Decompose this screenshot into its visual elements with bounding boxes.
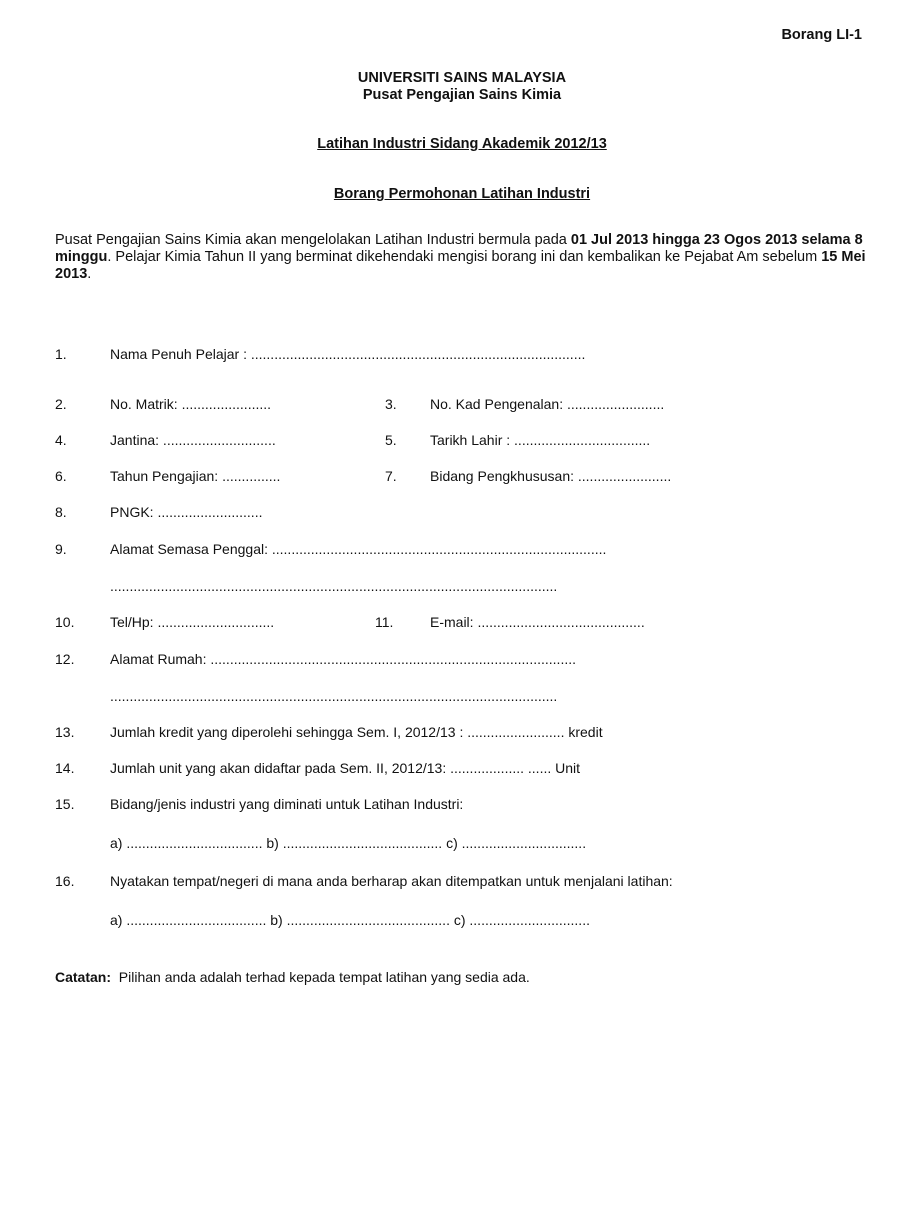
note: [55, 969, 530, 985]
field-number-8: 8.: [55, 504, 67, 520]
field-number-3: 3.: [385, 396, 397, 412]
email-field[interactable]: E-mail: ...........................................: [430, 614, 645, 630]
intro-deadline: 15 Mei 2013: [55, 249, 866, 282]
form-title: Borang Permohonan Latihan Industri: [333, 186, 591, 202]
credits-earned-field[interactable]: Jumlah kredit yang diperolehi sehingga Sem. I, 2012/13 : ......................... kredit: [110, 724, 603, 740]
field-number-5: 5.: [385, 432, 397, 448]
note-label: Catatan:: [55, 969, 112, 985]
field-number-9: 9.: [55, 541, 67, 557]
field-number-1: 1.: [55, 346, 67, 362]
session-title: Latihan Industri Sidang Akademik 2012/13: [317, 136, 607, 152]
gender-field[interactable]: Jantina: .............................: [110, 432, 276, 448]
home-address-field[interactable]: Alamat Rumah: ..............................................................................................: [110, 651, 576, 667]
field-number-15: 15.: [55, 796, 75, 812]
university-name: UNIVERSITI SAINS MALAYSIA: [357, 70, 567, 86]
field-number-6: 6.: [55, 468, 67, 484]
study-year-field[interactable]: Tahun Pengajian: ...............: [110, 468, 281, 484]
field-number-14: 14.: [55, 760, 75, 776]
location-preference-label: Nyatakan tempat/negeri di mana anda berharap akan ditempatkan untuk menjalani latihan:: [110, 873, 673, 889]
field-number-16: 16.: [55, 873, 75, 889]
matric-number-field[interactable]: No. Matrik: .......................: [110, 396, 272, 412]
location-choices[interactable]: a) .................................... b) .......................................... c) ...............................: [110, 912, 590, 928]
note-text: Pilihan anda adalah terhad kepada tempat latihan yang sedia ada.: [111, 969, 530, 985]
phone-field[interactable]: Tel/Hp: ..............................: [110, 614, 275, 630]
field-number-11: 11.: [375, 614, 394, 630]
industry-choices[interactable]: a) ................................... b) ......................................... c) ................................: [110, 835, 587, 851]
field-number-2: 2.: [55, 396, 67, 412]
units-registered-field[interactable]: Jumlah unit yang akan didaftar pada Sem. II, 2012/13: ................... ...... Unit: [110, 760, 581, 776]
intro-paragraph: [55, 232, 875, 283]
term-address-field[interactable]: Alamat Semasa Penggal: ......................................................................................: [110, 541, 607, 557]
specialization-field[interactable]: Bidang Pengkhususan: ........................: [430, 468, 672, 484]
intro-text-3: .: [87, 266, 92, 282]
field-number-4: 4.: [55, 432, 67, 448]
birth-date-field[interactable]: Tarikh Lahir : ...................................: [430, 432, 651, 448]
industry-preference-label: Bidang/jenis industri yang diminati untuk Latihan Industri:: [110, 796, 464, 812]
field-number-7: 7.: [385, 468, 397, 484]
ic-number-field[interactable]: No. Kad Pengenalan: .........................: [430, 396, 665, 412]
intro-text-1: Pusat Pengajian Sains Kimia akan mengelolakan Latihan Industri bermula pada: [55, 232, 571, 248]
field-number-12: 12.: [55, 651, 75, 667]
cgpa-field[interactable]: PNGK: ...........................: [110, 504, 263, 520]
intro-text-2: . Pelajar Kimia Tahun II yang berminat dikehendaki mengisi borang ini dan kembalikan ke Pejabat Am sebelum: [107, 249, 822, 265]
intro-training-period: 01 Jul 2013 hingga 23 Ogos 2013 selama 8 minggu: [55, 232, 863, 265]
school-name: Pusat Pengajian Sains Kimia: [362, 87, 562, 103]
full-name-field[interactable]: Nama Penuh Pelajar : ......................................................................................: [110, 346, 586, 362]
home-address-line-2[interactable]: ...................................................................................................................: [110, 688, 558, 704]
term-address-line-2[interactable]: ...................................................................................................................: [110, 578, 558, 594]
field-number-13: 13.: [55, 724, 75, 740]
field-number-10: 10.: [55, 614, 75, 630]
form-code: Borang LI-1: [781, 27, 862, 43]
